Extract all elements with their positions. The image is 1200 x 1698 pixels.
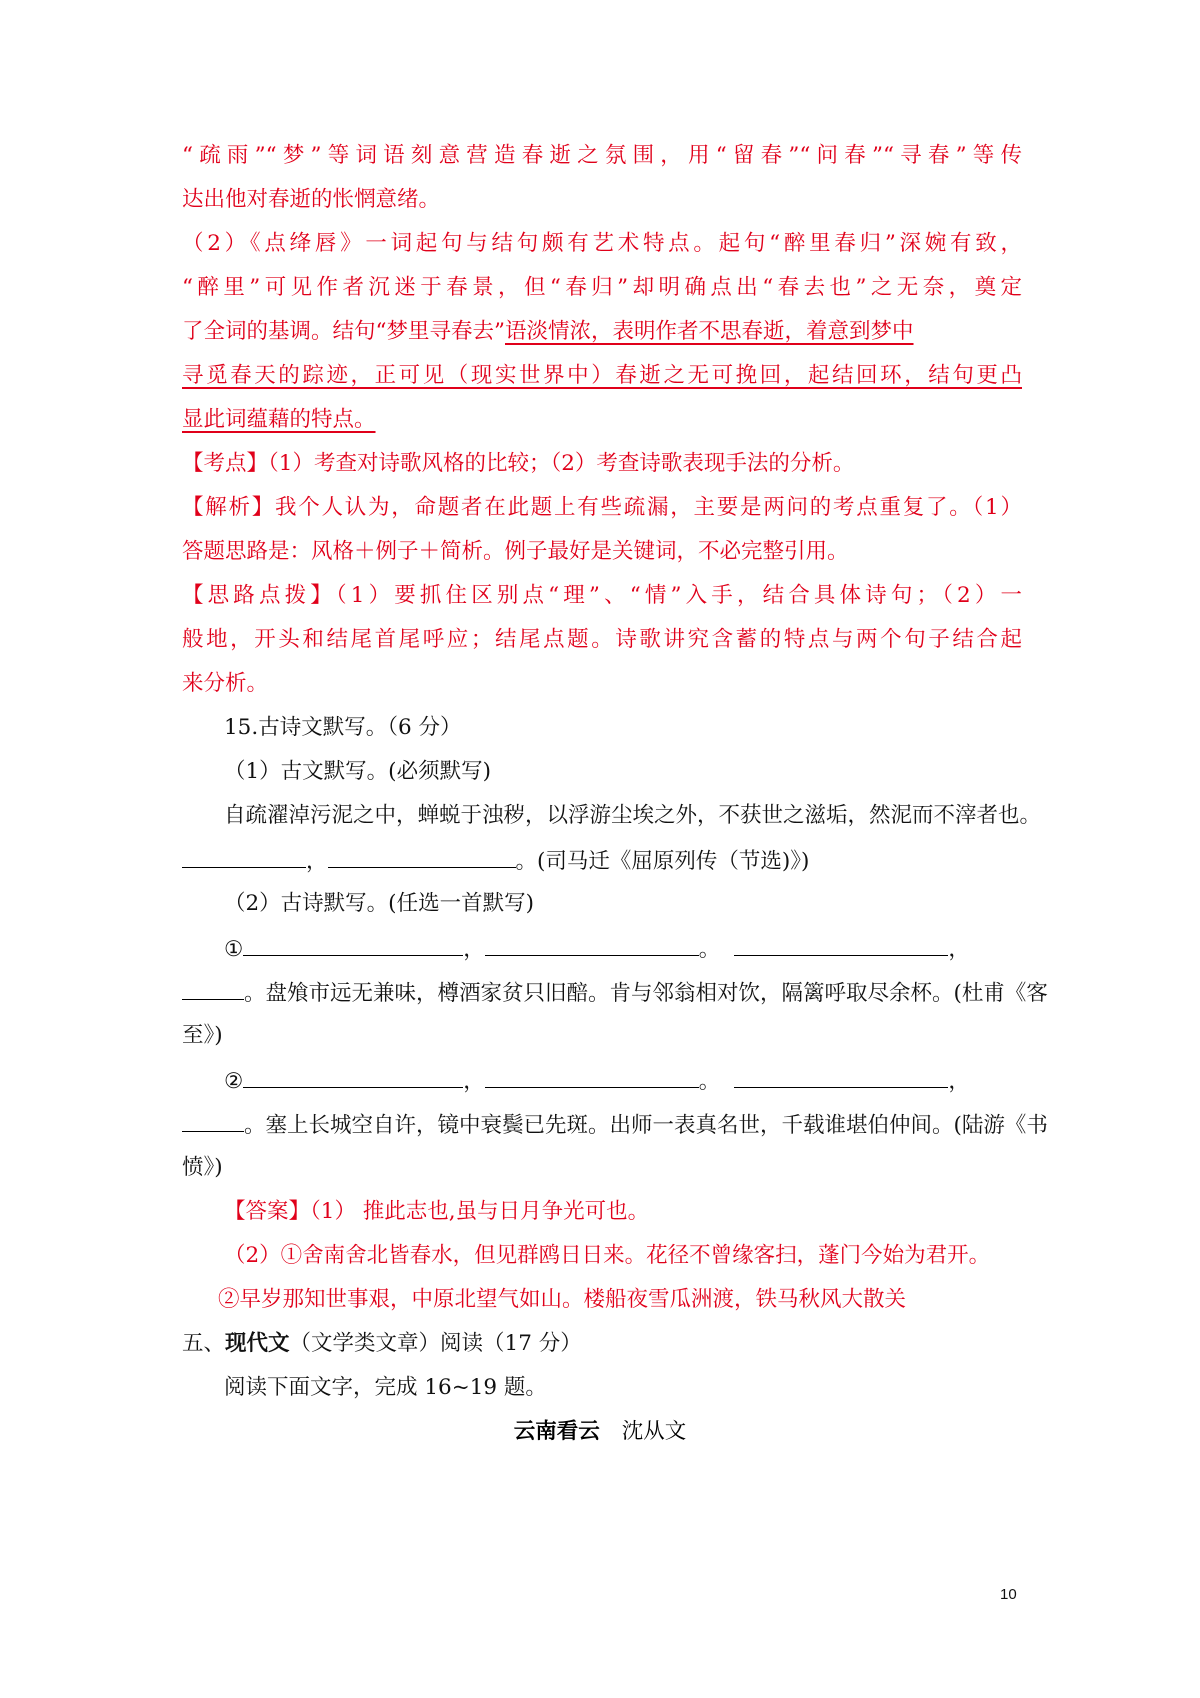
answer-line-6-underlined: 寻觅春天的踪迹，正可见（现实世界中）春逝之无可挽回，起结回环，结句更凸 [182,363,1022,388]
silu-tag: 【思路点拨】 [182,583,336,608]
answer15-line-3: ②早岁那知世事艰，中原北望气如山。楼船夜雪瓜洲渡，铁马秋风大散关 [218,1287,907,1312]
answer-blank[interactable] [734,1065,948,1088]
silu-text-1: （1）要抓住区别点“理”、“情”入手，结合具体诗句；（2）一 [335,583,1022,608]
poem1-line-2 [182,977,1048,1009]
kaodian-tag: 【考点】 [182,451,269,476]
answer-line-5b-underlined: 语淡情浓，表明作者不思春逝，着意到梦中 [505,319,914,344]
answer-line-3: （2）《点绛唇》一词起句与结句颇有艺术特点。起句“醉里春归”深婉有致， [182,231,1022,256]
silu-line-3: 来分析。 [182,671,269,696]
q15-part2-label: （2）古诗默写。(任选一首默写) [224,891,534,916]
comma: ， [306,849,328,874]
section5-number: 五、 [182,1331,226,1356]
answer-blank[interactable] [243,1065,463,1088]
poem2-blanks [224,1065,1064,1097]
answer-line-5a: 了全词的基调。结句“梦里寻春去” [182,319,505,344]
article-heading [0,1417,1200,1447]
jiexi-tag: 【解析】 [182,495,276,520]
q15-part1-source: 。(司马迁《屈原列传（节选)》) [515,849,810,874]
poem2-tail: 。塞上长城空自许，镜中衰鬓已先斑。出师一表真名世，千载谁堪伯仲间。(陆游《书 [244,1113,1048,1138]
article-title: 云南看云 [513,1419,600,1444]
period: 。 [698,937,721,962]
answer-line-1: “疏雨”“梦”等词语刻意营造春逝之氛围，用“留春”“问春”“寻春”等传 [182,143,1022,168]
comma: ， [463,1069,485,1094]
kaodian-line [182,449,1022,479]
answer15-a1: （1） 推此志也,虽与日月争光可也。 [310,1199,650,1224]
answer-blank[interactable] [243,933,463,956]
answer15-tag: 【答案】 [224,1199,311,1224]
comma: ， [463,937,485,962]
answer-blank[interactable] [182,845,306,868]
answer-blank[interactable] [182,977,244,1000]
jiexi-text-1: 我个人认为，命题者在此题上有些疏漏，主要是两问的考点重复了。（1） [275,495,1022,520]
section5-bold: 现代文 [225,1331,290,1356]
answer-blank[interactable] [328,845,516,868]
answer15-line-2: （2）①舍南舍北皆春水，但见群鸥日日来。花径不曾缘客扫，蓬门今始为君开。 [224,1243,991,1268]
answer-blank[interactable] [182,1109,244,1132]
article-author: 沈从文 [621,1419,687,1444]
section5-instruction: 阅读下面文字，完成 16~19 题。 [224,1375,547,1400]
page-number: 10 [1000,1586,1017,1603]
q15-part1-label: （1）古文默写。(必须默写) [224,759,491,784]
period: 。 [698,1069,721,1094]
answer-line-4: “醉里”可见作者沉迷于春景，但“春归”却明确点出“春去也”之无奈，奠定 [182,275,1022,300]
comma: ， [948,937,970,962]
answer-blank[interactable] [485,1065,699,1088]
silu-line-2: 般地，开头和结尾首尾呼应；结尾点题。诗歌讲究含蓄的特点与两个句子结合起 [182,627,1022,652]
poem1-blanks [224,933,1064,965]
answer-blank[interactable] [485,933,699,956]
answer-line-7 [182,405,1022,435]
answer15-line-1 [224,1197,1064,1227]
comma: ， [948,1069,970,1094]
poem1-end: 至》) [182,1023,223,1048]
silu-line-1 [182,581,1022,611]
answer-line-5 [182,317,1022,347]
answer-line-7-underlined: 显此词蕴藉的特点。 [182,407,376,432]
circled-number-1: ① [224,937,244,962]
circled-number-2: ② [224,1069,244,1094]
section5-rest: （文学类文章）阅读（17 分） [289,1331,582,1356]
kaodian-text: （1）考查对诗歌风格的比较；（2）考查诗歌表现手法的分析。 [268,451,855,476]
q15-part1-text: 自疏濯淖污泥之中，蝉蜕于浊秽，以浮游尘埃之外，不获世之滋垢，然泥而不滓者也。 [224,803,1042,828]
answer-blank[interactable] [734,933,948,956]
poem1-tail: 。盘飧市远无兼味，樽酒家贫只旧醅。肯与邻翁相对饮，隔篱呼取尽余杯。(杜甫《客 [244,981,1048,1006]
answer-line-2: 达出他对春逝的怅惘意绪。 [182,187,441,212]
q15-part1-blanks [182,845,1022,877]
jiexi-line-1 [182,493,1022,523]
jiexi-line-2: 答题思路是：风格＋例子＋简析。例子最好是关键词，不必完整引用。 [182,539,849,564]
poem2-line-2 [182,1109,1048,1141]
poem2-end: 愤》) [182,1155,223,1180]
q15-heading: 15.古诗文默写。（6 分） [224,715,462,740]
section5-heading [182,1329,1022,1359]
